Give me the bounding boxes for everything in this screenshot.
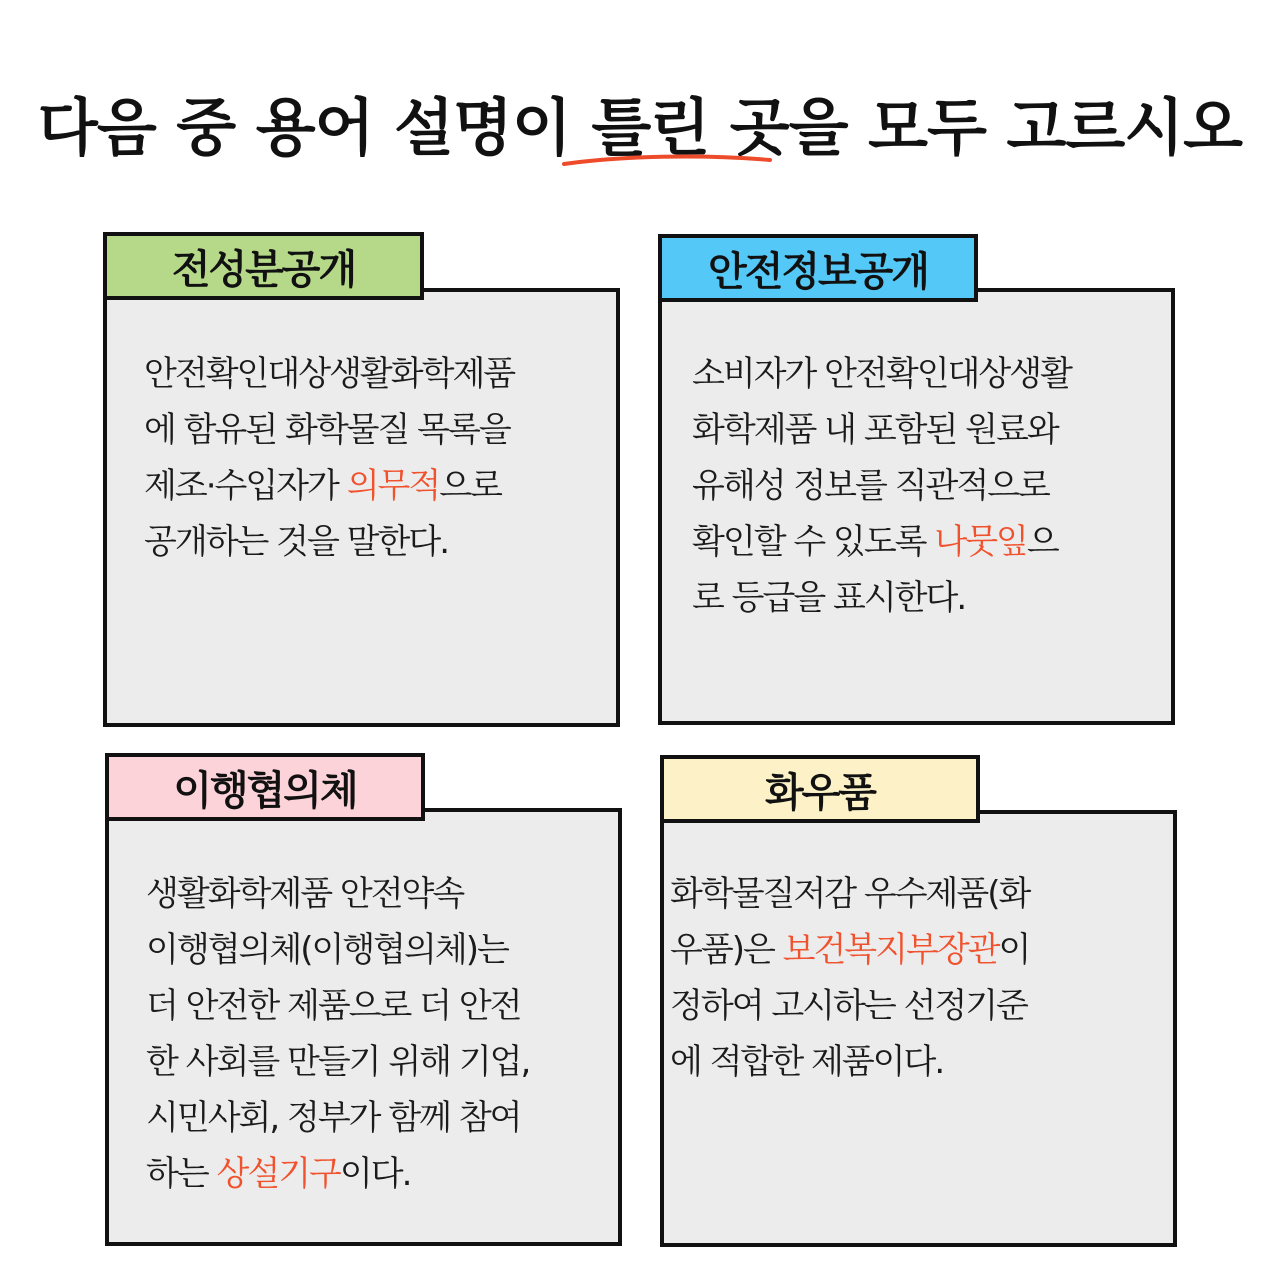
text-line: [146, 978, 529, 1034]
text-segment: 더 안전한 제품으로 더 안전: [146, 986, 521, 1026]
page-title: 다음 중 용어 설명이 틀린 곳을 모두 고르시오: [37, 91, 1243, 164]
text-line: [144, 458, 514, 514]
text-segment: 화학제품 내 포함된 원료와: [692, 410, 1058, 450]
text-segment: 로 등급을 표시한다.: [692, 578, 966, 618]
text-segment: 하는: [146, 1154, 217, 1194]
highlighted-term: 의무적: [346, 466, 440, 506]
text-segment: 시민사회, 정부가 함께 참여: [146, 1098, 521, 1138]
text-segment: 이행협의체(이행협의체)는: [146, 930, 508, 970]
text-segment: 정하여 고시하는 선정기준: [670, 986, 1027, 1026]
text-line: [144, 346, 514, 402]
text-line: [670, 978, 1029, 1034]
text-line: [692, 458, 1071, 514]
text-segment: 으로: [439, 466, 501, 506]
text-segment: 으: [1026, 522, 1058, 562]
text-line: [670, 1034, 1029, 1090]
text-line: [692, 514, 1071, 570]
text-segment: 화학물질저감 우수제품(화: [670, 874, 1030, 914]
text-segment: 한 사회를 만들기 위해 기업,: [146, 1042, 530, 1082]
text-line: [692, 402, 1071, 458]
text-line: [146, 1034, 529, 1090]
text-segment: 유해성 정보를 직관적으로: [692, 466, 1049, 506]
highlighted-term: 상설기구: [216, 1154, 340, 1194]
highlighted-term: 나뭇잎: [934, 522, 1027, 562]
text-line: [692, 570, 1071, 626]
text-segment: 제조·수입자가: [144, 466, 347, 506]
card-tag: 화우품: [660, 755, 980, 823]
text-segment: 이: [998, 930, 1030, 970]
card-text: [670, 866, 1029, 1090]
text-segment: 에 함유된 화학물질 목록을: [144, 410, 510, 450]
text-segment: 이다.: [339, 1154, 411, 1194]
text-line: [146, 922, 529, 978]
text-line: [146, 1090, 529, 1146]
highlighted-term: 보건복지부장관: [782, 930, 999, 970]
text-line: [146, 1146, 529, 1202]
text-line: [144, 514, 514, 570]
card-text: [146, 866, 529, 1202]
text-segment: 안전확인대상생활화학제품: [144, 354, 515, 394]
card-tag: 안전정보공개: [658, 234, 978, 302]
card-tag: 이행협의체: [105, 753, 425, 821]
text-line: [692, 346, 1071, 402]
card-tag: 전성분공개: [103, 232, 424, 300]
text-segment: 에 적합한 제품이다.: [670, 1042, 944, 1082]
text-segment: 생활화학제품 안전약속: [146, 874, 464, 914]
card-text: [692, 346, 1071, 626]
underline-mark: [560, 150, 775, 172]
text-line: [146, 866, 529, 922]
text-segment: 확인할 수 있도록: [692, 522, 935, 562]
text-line: [144, 402, 514, 458]
text-segment: 우품)은: [670, 930, 783, 970]
text-segment: 공개하는 것을 말한다.: [144, 522, 449, 562]
card-text: [144, 346, 514, 570]
text-line: [670, 866, 1029, 922]
text-segment: 소비자가 안전확인대상생활: [692, 354, 1071, 394]
text-line: [670, 922, 1029, 978]
